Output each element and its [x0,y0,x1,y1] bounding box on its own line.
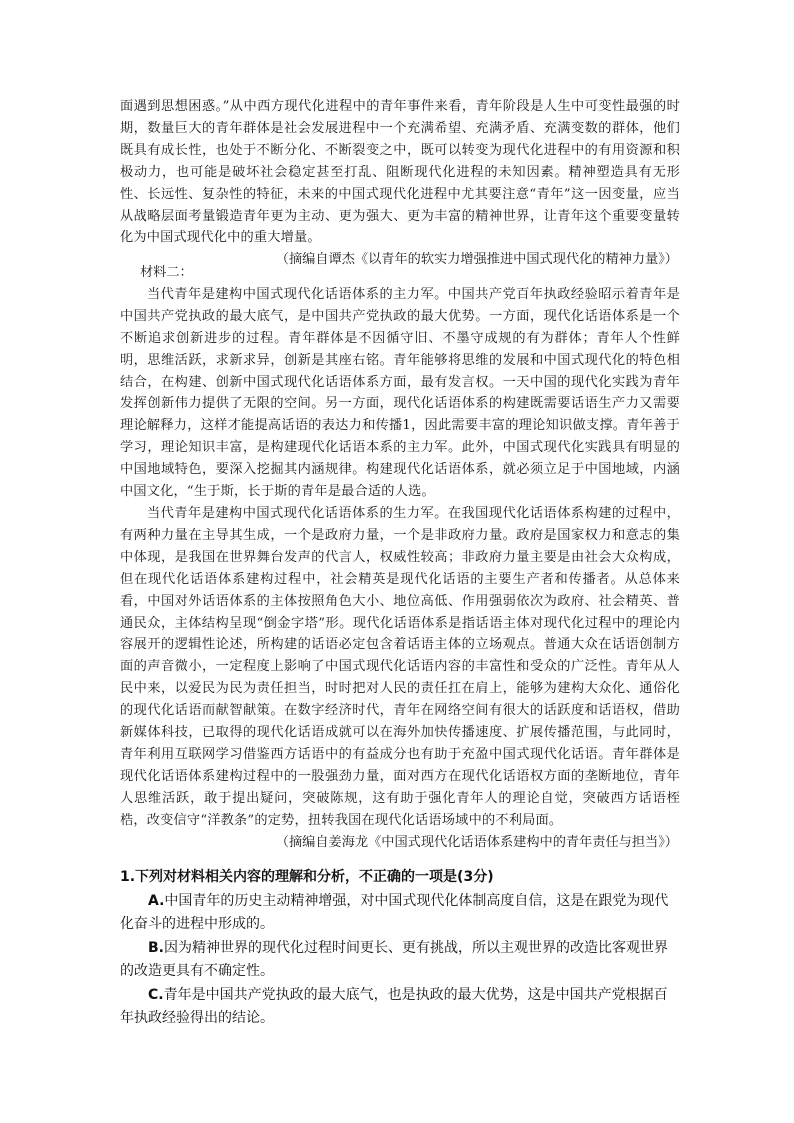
question-one-option-a[interactable] [120,890,680,937]
material-one-section [120,96,680,271]
option-b-label: B. [148,939,164,956]
option-b-text: 因为精神世界的现代化过程时间更长、更有挑战，所以主观世界的改造比客观世界的改造更具有不确定性。 [120,939,668,979]
material-two-paragraph-1: 当代青年是建构中国式现代化话语体系的主力军。中国共产党百年执政经验昭示着青年是中国共产党执政的最大底气，是中国共产党执政的最大优势。一方面，现代化话语体系是一个不断追求创新进步的过程。青年群体是不因循守旧、不墨守成规的有为群体；青年人个性鲜明，思维活跃，求新求异，创新是其座右铭。青年能够将思维的发展和中国式现代化的特色相结合，在构建、创新中国式现代化话语体系方面，最有发言权。一天中国的现代化实践为青年发挥创新伟力提供了无限的空间。另一方面，现代化话语体系的构建既需要话语生产力又需要理论解释力，这样才能提高话语的表达力和传播1，因此需要丰富的理论知识做支撑。青年善于学习，理论知识丰富，是构建现代化话语本系的主力军。此外，中国式现代化实践具有明显的中国地域特色，要深入挖掘其内涵规律。构建现代化话语体系，就必须立足于中国地域，内涵中国文化，“生于斯，长于斯的青年是最合适的人选。 [120,286,680,500]
material-two-section [120,262,680,853]
material-two-paragraph-2: 当代青年是建构中国式现代化话语体系的生力军。在我国现代化话语体系构建的过程中，有两种力量在主导其生成，一个是政府力量，一个是非政府力量。政府是国家权力和意志的集中体现，是我国在世界舞台发声的代言人，权威性较高；非政府力量主要是由社会大众构成，但在现代化话语体系建构过程中，社会精英是现代化话语的主要生产者和传播者。从总体来看，中国对外话语体系的主体按照角色大小、地位高低、作用强弱依次为政府、社会精英、普通民众，主体结构呈现“倒金字塔”形。现代化话语体系是指话语主体对现代化过程中的理论内容展开的逻辑性论述，所构建的话语必定包含着话语主体的立场观点。普通大众在话语创制方面的声音微小，一定程度上影响了中国式现代化话语内容的丰富性和受众的广泛性。青年从人民中来，以爱民为民为责任担当，时时把对人民的责任扛在肩上，能够为建构大众化、通俗化的现代化话语而献智献策。在数字经济时代，青年在网络空间有很大的话跃度和话语权，借助新媒体科技，已取得的现代化话语成就可以在海外加快传播速度、扩展传播范围，与此同时，青年利用互联网学习借鉴西方话语中的有益成分也有助于充盈中国式现代化话语。青年群体是现代化话语体系建构过程中的一股强劲力量，面对西方在现代化话语权方面的垄断地位，青年人思维活跃，敢于提出疑问，突破陈规，这有助于强化青年人的理论自觉，突破西方话语桎梏，改变信守“洋教条”的定势，扭转我国在现代化话语场域中的不利局面。 [120,505,680,828]
question-one-option-c[interactable] [120,984,680,1031]
question-one-option-b[interactable] [120,937,680,984]
question-one-section [120,866,680,1031]
material-one-paragraph: 面遇到思想困惑。”从中西方现代化进程中的青年事件来看，青年阶段是人生中可变性最强的时期，数量巨大的青年群体是社会发展进程中一个充满希望、充满矛盾、充满变数的群体，他们既具有成长性，也处于不断分化、不断裂变之中，既可以转变为现代化进程中的有用资源和积极动力，也可能是破坏社会稳定甚至打乱、阻断现代化进程的未知因素。精神塑造具有无形性、长远性、复杂性的特征，未来的中国式现代化进程中尤其要注意“青年”这一因变量，应当从战略层面考量锻造青年更为主动、更为强大、更为丰富的精神世界，让青年这个重要变量转化为中国式现代化中的重大增量。 [120,99,680,246]
material-two-heading: 材料二： [140,265,193,280]
option-c-label: C. [148,986,164,1003]
material-one-source: （摘编自谭杰《以青年的软实力增强推进中国式现代化的精神力量》） [275,252,678,268]
option-c-text: 青年是中国共产党执政的最大底气，也是执政的最大优势，这是中国共产党根据百年执政经验得出的结论。 [120,986,668,1026]
option-a-text: 中国青年的历史主动精神增强，对中国式现代化体制高度自信，这是在跟党为现代化奋斗的进程中形成的。 [120,892,669,932]
option-a-label: A. [148,892,165,909]
material-two-source: （摘编自姜海龙《中国式现代化话语体系建构中的青年责任与担当》） [275,834,678,850]
question-one-stem: 1.下列对材料相关内容的理解和分析，不正确的一项是(3分) [120,869,494,885]
